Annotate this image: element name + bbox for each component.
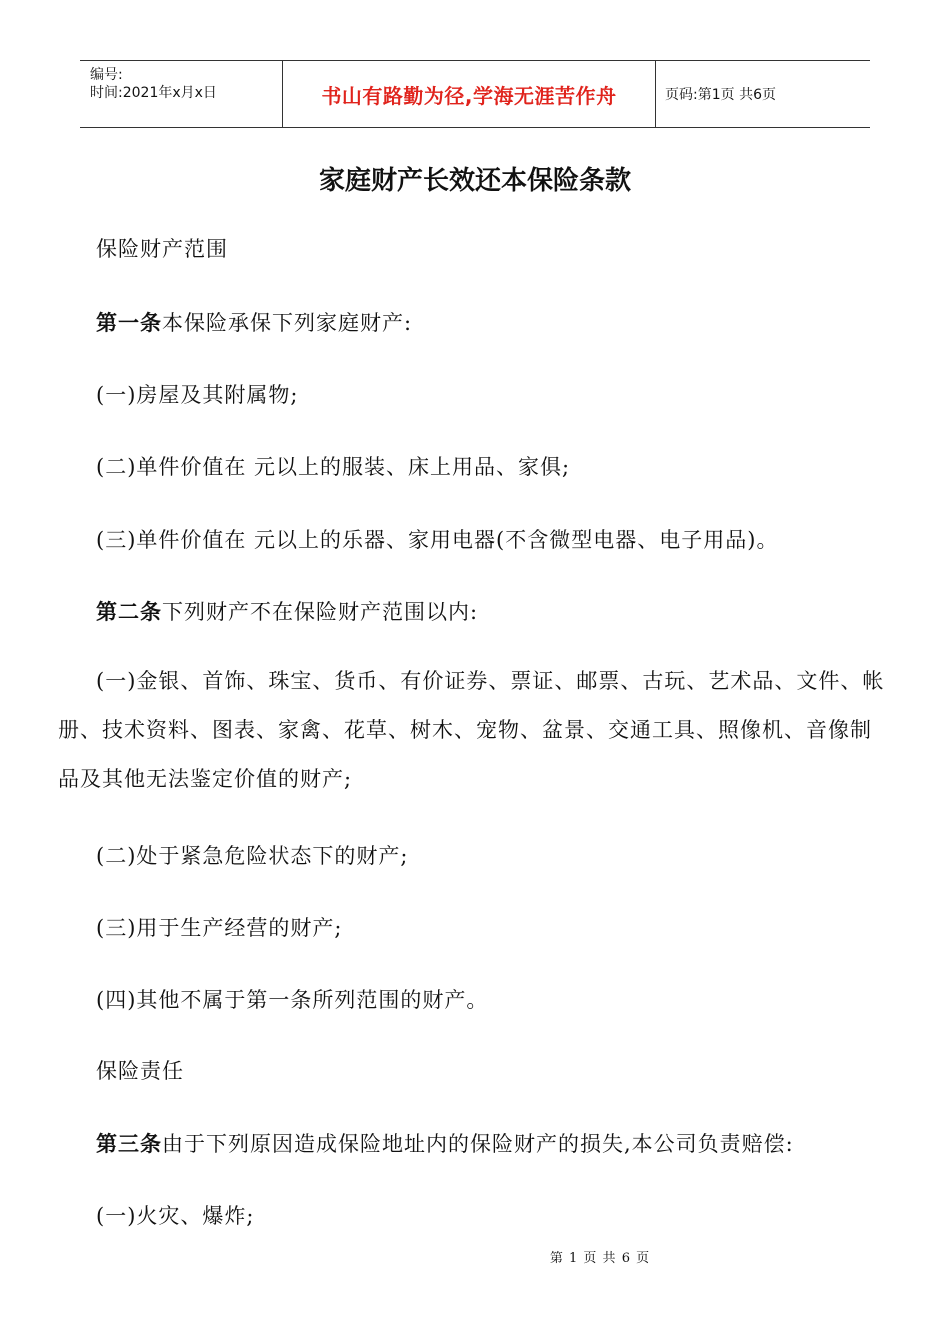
article-2-text: 下列财产不在保险财产范围以内: <box>162 600 479 624</box>
section-heading-scope: 保险财产范围 <box>96 237 228 261</box>
article-2 <box>96 596 478 626</box>
article-1-text: 本保险承保下列家庭财产: <box>162 311 413 335</box>
article-1-item-3: (三)单件价值在 元以上的乐器、家用电器(不含微型电器、电子用品)。 <box>96 528 779 552</box>
page-footer: 第 1 页 共 6 页 <box>549 1251 651 1266</box>
article-1-item-1: (一)房屋及其附属物; <box>96 383 299 407</box>
article-3-text: 由于下列原因造成保险地址内的保险财产的损失,本公司负责赔偿: <box>162 1132 794 1156</box>
document-title: 家庭财产长效还本保险条款 <box>318 166 631 196</box>
article-3 <box>96 1128 794 1158</box>
header-date: 时间:2021年x月x日 <box>90 85 217 101</box>
article-3-item-1: (一)火灾、爆炸; <box>96 1204 255 1228</box>
article-1-item-2: (二)单件价值在 元以上的服装、床上用品、家俱; <box>96 455 571 479</box>
article-2-item-1: (一)金银、首饰、珠宝、货币、有价证券、票证、邮票、古玩、艺术品、文件、帐册、技术资料、图表、家禽、花草、树木、宠物、盆景、交通工具、照像机、音像制品及其他无法鉴定价值的财产; <box>58 669 885 791</box>
article-1 <box>96 307 412 337</box>
header-meta <box>80 61 282 127</box>
article-3-label: 第三条 <box>96 1131 162 1156</box>
header-motto-cell <box>282 61 656 127</box>
header-page-info: 页码:第1页 共6页 <box>665 87 776 103</box>
header-motto: 书山有路勤为径,学海无涯苦作舟 <box>321 83 617 108</box>
page-header <box>80 60 870 128</box>
article-2-label: 第二条 <box>96 599 162 624</box>
article-2-item-3: (三)用于生产经营的财产; <box>96 916 343 940</box>
header-number-label: 编号: <box>90 67 123 83</box>
article-1-label: 第一条 <box>96 310 162 335</box>
section-heading-liability: 保险责任 <box>96 1059 184 1083</box>
article-2-item-4: (四)其他不属于第一条所列范围的财产。 <box>96 988 489 1012</box>
article-2-item-2: (二)处于紧急危险状态下的财产; <box>96 844 409 868</box>
